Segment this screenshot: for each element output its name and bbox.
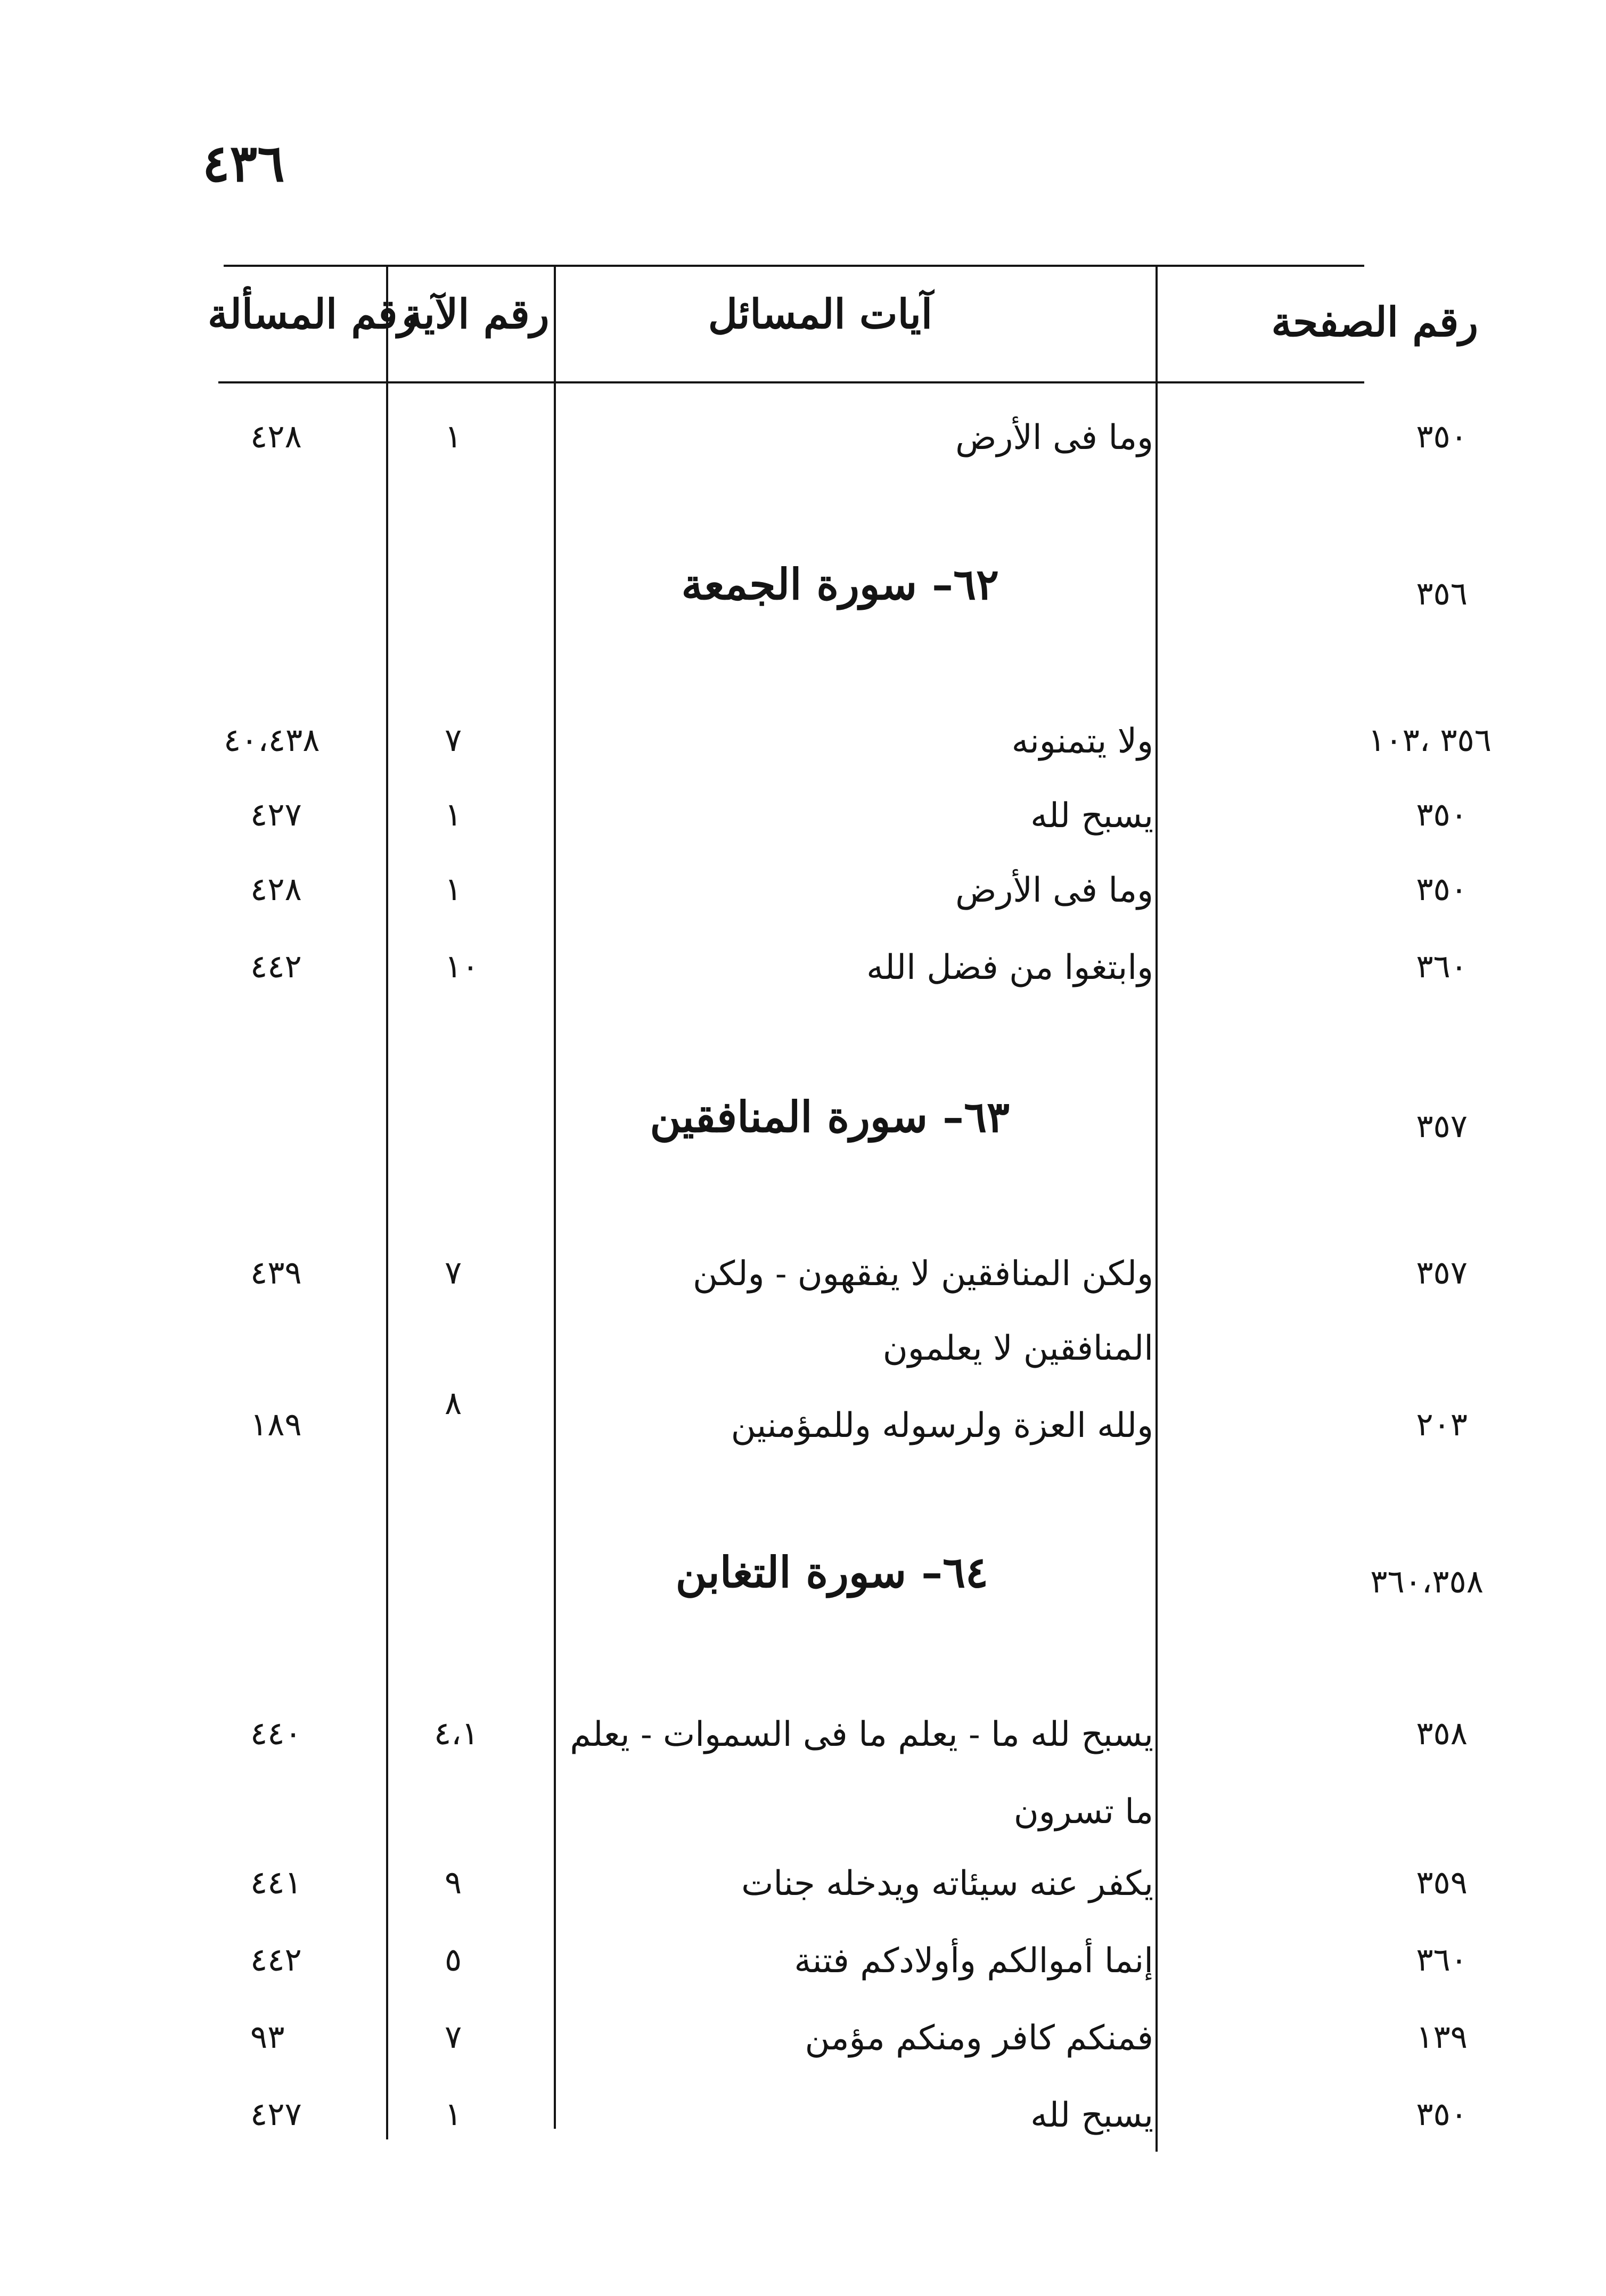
page-cell: ١٣٩	[1416, 2019, 1468, 2056]
ayah-cell: ٧	[445, 1254, 462, 1292]
verse-text: يسبح لله	[1030, 2096, 1153, 2135]
verse-text: ولله العزة ولرسوله وللمؤمنين	[731, 1406, 1153, 1445]
page-cell: ٢٠٣	[1416, 1406, 1468, 1443]
ayah-cell: ١	[445, 418, 462, 455]
table-row	[0, 722, 1606, 761]
masala-cell: ٩٣	[250, 2019, 285, 2056]
ayah-cell: ٩	[445, 1864, 462, 1901]
verse-text: ولا يتمنونه	[1011, 722, 1153, 761]
verse-text: يسبح لله	[1030, 796, 1153, 836]
page-cell: ٣٥٠	[1416, 871, 1468, 908]
page-cell: ٣٥٧	[1416, 1254, 1468, 1292]
ayah-cell: ٥	[445, 1941, 462, 1979]
page-cell: ٣٦٠	[1416, 948, 1468, 985]
verse-text: يكفر عنه سيئاته ويدخله جنات	[741, 1864, 1153, 1903]
table-row	[0, 871, 1606, 910]
verse-text: فمنكم كافر ومنكم مؤمن	[805, 2019, 1153, 2058]
header-masala-col: رقم المسألة	[208, 290, 417, 338]
table-row	[0, 796, 1606, 836]
page-cell: ٣٥٠	[1416, 418, 1468, 455]
ayah-cell: ٨	[445, 1385, 462, 1422]
masala-cell: ٤٤٠	[250, 1715, 302, 1752]
ayah-cell: ١	[445, 871, 462, 908]
page-number: ٤٣٦	[202, 133, 285, 193]
masala-cell: ٤٤٢	[250, 1941, 302, 1979]
ayah-cell: ٧	[445, 2019, 462, 2056]
verse-text: وما فى الأرض	[955, 871, 1153, 910]
table-row	[0, 1715, 1606, 1754]
verse-text: ولكن المنافقين لا يفقهون - ولكن	[693, 1254, 1153, 1294]
table-row	[0, 948, 1606, 987]
header-page-col: رقم الصفحة	[1271, 298, 1478, 346]
verse-text: إنما أموالكم وأولادكم فتنة	[794, 1941, 1153, 1981]
page-cell: ٣٥٧	[1416, 1108, 1468, 1145]
table-row	[0, 1941, 1606, 1981]
masala-cell: ٤٢٧	[250, 2096, 302, 2133]
table-row	[0, 1385, 1606, 1445]
page-cell: ٣٥٦ ،١٠٣	[1368, 722, 1492, 759]
masala-cell: ٤٤٢	[250, 948, 302, 985]
page-cell: ٣٦٠	[1416, 1941, 1468, 1979]
masala-cell: ١٨٩	[250, 1406, 302, 1443]
masala-cell: ٤٢٧	[250, 796, 302, 834]
ayah-cell: ٧	[445, 722, 462, 759]
page-cell: ٣٥٨	[1416, 1715, 1468, 1752]
verse-text: يسبح لله ما - يعلم ما فى السموات - يعلم	[570, 1715, 1153, 1754]
table-top-rule	[224, 265, 1364, 267]
masala-cell: ٤٠،٤٣٨	[224, 722, 320, 759]
table-row	[0, 418, 1606, 457]
masala-cell: ٤٢٨	[250, 418, 302, 455]
page-cell: ٣٥٦	[1416, 575, 1468, 612]
header-ayah-col: رقم الآية	[402, 290, 550, 338]
page-cell: ٣٥٠	[1416, 2096, 1468, 2133]
page-cell: ٣٦٠،٣٥٨	[1370, 1563, 1484, 1600]
masala-cell: ٤٤١	[250, 1864, 302, 1901]
verse-text-continuation: ما تسرون	[1013, 1792, 1153, 1832]
verse-text: وما فى الأرض	[955, 418, 1153, 457]
ayah-cell: ١	[445, 2096, 462, 2133]
header-bottom-rule	[218, 381, 1364, 383]
divider-ayah-col	[386, 265, 388, 2139]
verse-text: وابتغوا من فضل الله	[866, 948, 1153, 987]
ayah-cell: ٤،١	[434, 1715, 479, 1752]
verse-text-continuation: المنافقين لا يعلمون	[882, 1329, 1153, 1368]
table-row	[0, 1254, 1606, 1294]
masala-cell: ٤٢٨	[250, 871, 302, 908]
table-row	[0, 2096, 1606, 2135]
sura-heading: ٦٢– سورة الجمعة	[681, 559, 999, 609]
divider-text-col	[554, 265, 556, 2129]
sura-heading: ٦٣– سورة المنافقين	[650, 1092, 1010, 1142]
header-text-col: آيات المسائل	[708, 290, 932, 338]
masala-cell: ٤٣٩	[250, 1254, 302, 1292]
table-row	[0, 2019, 1606, 2058]
sura-heading: ٦٤– سورة التغابن	[675, 1547, 988, 1597]
page-cell: ٣٥٠	[1416, 796, 1468, 834]
page-cell: ٣٥٩	[1416, 1864, 1468, 1901]
ayah-cell: ١٠	[445, 948, 479, 985]
ayah-cell: ١	[445, 796, 462, 834]
table-row	[0, 1864, 1606, 1903]
